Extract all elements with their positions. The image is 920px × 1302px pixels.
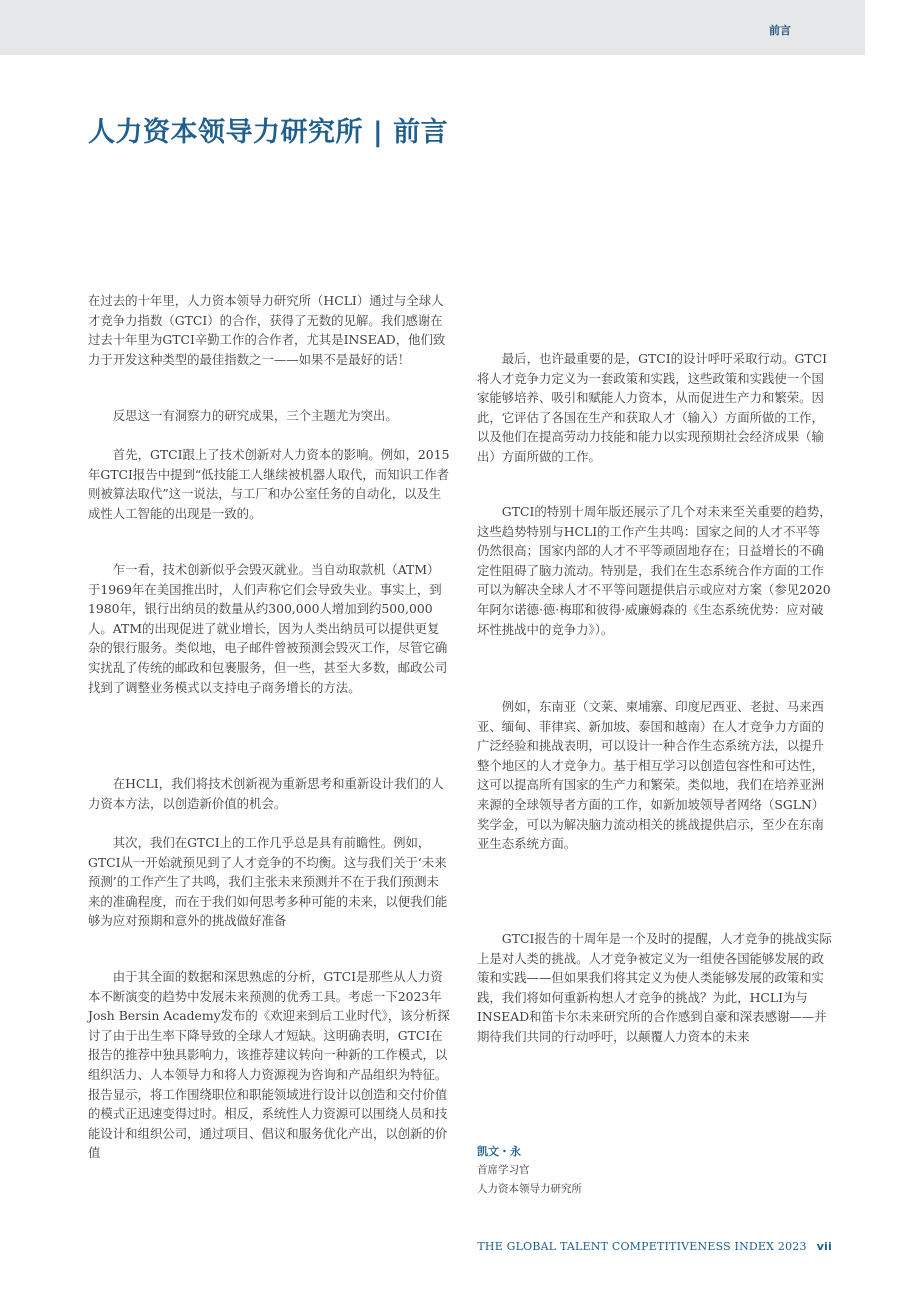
page-footer [477,1240,832,1253]
paragraph: 其次，我们在GTCI上的工作几乎总是具有前瞻性。例如，GTCI从一开始就预见到了人才竞争的不均衡。这与我们关于‘未来预测’的工作产生了共鸣，我们主张未来预测并不在于我们预测未来的准确程度，而在于我们如何思考多种可能的未来，以便我们能够为应对预期和意外的挑战做好准备 [88,835,448,929]
paragraph: GTCI报告的十周年是一个及时的提醒，人才竞争的挑战实际上是对人类的挑战。人才竞争被定义为一组使各国能够发展的政策和实践——但如果我们将其定义为使人类能够发展的政策和实践，我们将如何重新构想人才竞争的挑战？为此，HCLI为与INSEAD和笛卡尔未来研究所的合作感到自豪和深表感谢——并期待我们共同的行动呼吁，以颠覆人力资本的未来 [477,931,832,1044]
paragraph: 由于其全面的数据和深思熟虑的分析，GTCI是那些从人力资本不断演变的趋势中发展未来预测的优秀工具。考虑一下2023年Josh Bersin Academy发布的《欢迎来到后工业时代》，该分析探讨了由于出生率下降导致的全球人才短缺。这明确表明，GTCI在报告的推荐中独具影响力，该推荐建议转向一种新的工作模式，以组织活力、人本领导力和将人力资源视为咨询和产品组织为特征。报告显示，将工作围绕职位和职能领域进行设计以创造和交付价值的模式正迅速变得过时。相反，系统性人力资源可以围绕人员和技能设计和组织公司，通过项目、倡议和服务优化产出，以创新的价值 [88,969,450,1161]
paragraph: 乍一看，技术创新似乎会毁灭就业。当自动取款机（ATM）于1969年在美国推出时，人们声称它们会导致失业。事实上，到1980年，银行出纳员的数量从约300,000人增加到约500,000人。ATM的出现促进了就业增长，因为人类出纳员可以提供更复杂的银行服务。类似地，电子邮件曾被预测会毁灭工作，尽管它确实扰乱了传统的邮政和包裹服务，但一些，甚至大多数，邮政公司找到了调整业务模式以支持电子商务增长的方法。 [88,562,448,695]
publication-title: THE GLOBAL TALENT COMPETITIVENESS INDEX 2023 [477,1240,807,1253]
signature-name: 凯文・永 [477,1145,521,1158]
paragraph: 反思这一有洞察力的研究成果，三个主题尤为突出。 [112,408,398,423]
page-title: 人力资本领导力研究所 | 前言 [88,117,449,148]
header-bar [0,0,865,55]
signature-organization: 人力资本领导力研究所 [477,1183,582,1195]
signature-role: 首席学习官 [477,1164,530,1176]
paragraph: 例如，东南亚（文莱、柬埔寨、印度尼西亚、老挝、马来西亚、缅甸、菲律宾、新加坡、泰国和越南）在人才竞争力方面的广泛经验和挑战表明，可以设计一种合作生态系统方法，以提升整个地区的人才竞争力。基于相互学习以创造包容性和可达性，这可以提高所有国家的生产力和繁荣。类似地，我们在培养亚洲来源的全球领导者方面的工作，如新加坡领导者网络（SGLN）奖学金，可以为解决脑力流动相关的挑战提供启示，至少在东南亚生态系统方面。 [477,699,825,852]
paragraph: 首先，GTCI跟上了技术创新对人力资本的影响。例如，2015年GTCI报告中提到“低技能工人继续被机器人取代，而知识工作者则被算法取代”这一说法，与工厂和办公室任务的自动化，以及生成性人工智能的出现是一致的。 [88,447,450,521]
section-label: 前言 [769,24,791,37]
paragraph: 最后，也许最重要的是，GTCI的设计呼吁采取行动。GTCI将人才竞争力定义为一套政策和实践，这些政策和实践使一个国家能够培养、吸引和赋能人力资本，从而促进生产力和繁荣。因此，它评估了各国在生产和获取人才（输入）方面所做的工作，以及他们在提高劳动力技能和能力以实现预期社会经济成果（输出）方面所做的工作。 [477,351,828,464]
page-number: vii [816,1240,832,1253]
paragraph: GTCI的特别十周年版还展示了几个对未来至关重要的趋势，这些趋势特别与HCLI的工作产生共鸣：国家之间的人才不平等仍然很高；国家内部的人才不平等顽固地存在；日益增长的不确定性阻碍了脑力流动。特别是，我们在生态系统合作方面的工作可以为解决全球人才不平等问题提供启示或应对方案（参见2020年阿尔诺德·德·梅耶和彼得·威廉姆森的《生态系统优势：应对破坏性挑战中的竞争力》）。 [477,504,832,637]
paragraph: 在过去的十年里，人力资本领导力研究所（HCLI）通过与全球人才竞争力指数（GTCI）的合作，获得了无数的见解。我们感谢在过去十年里为GTCI辛勤工作的合作者，尤其是INSEAD，他们致力于开发这种类型的最佳指数之一——如果不是最好的话！ [88,293,446,367]
paragraph: 在HCLI，我们将技术创新视为重新思考和重新设计我们的人力资本方法，以创造新价值的机会。 [88,776,444,811]
